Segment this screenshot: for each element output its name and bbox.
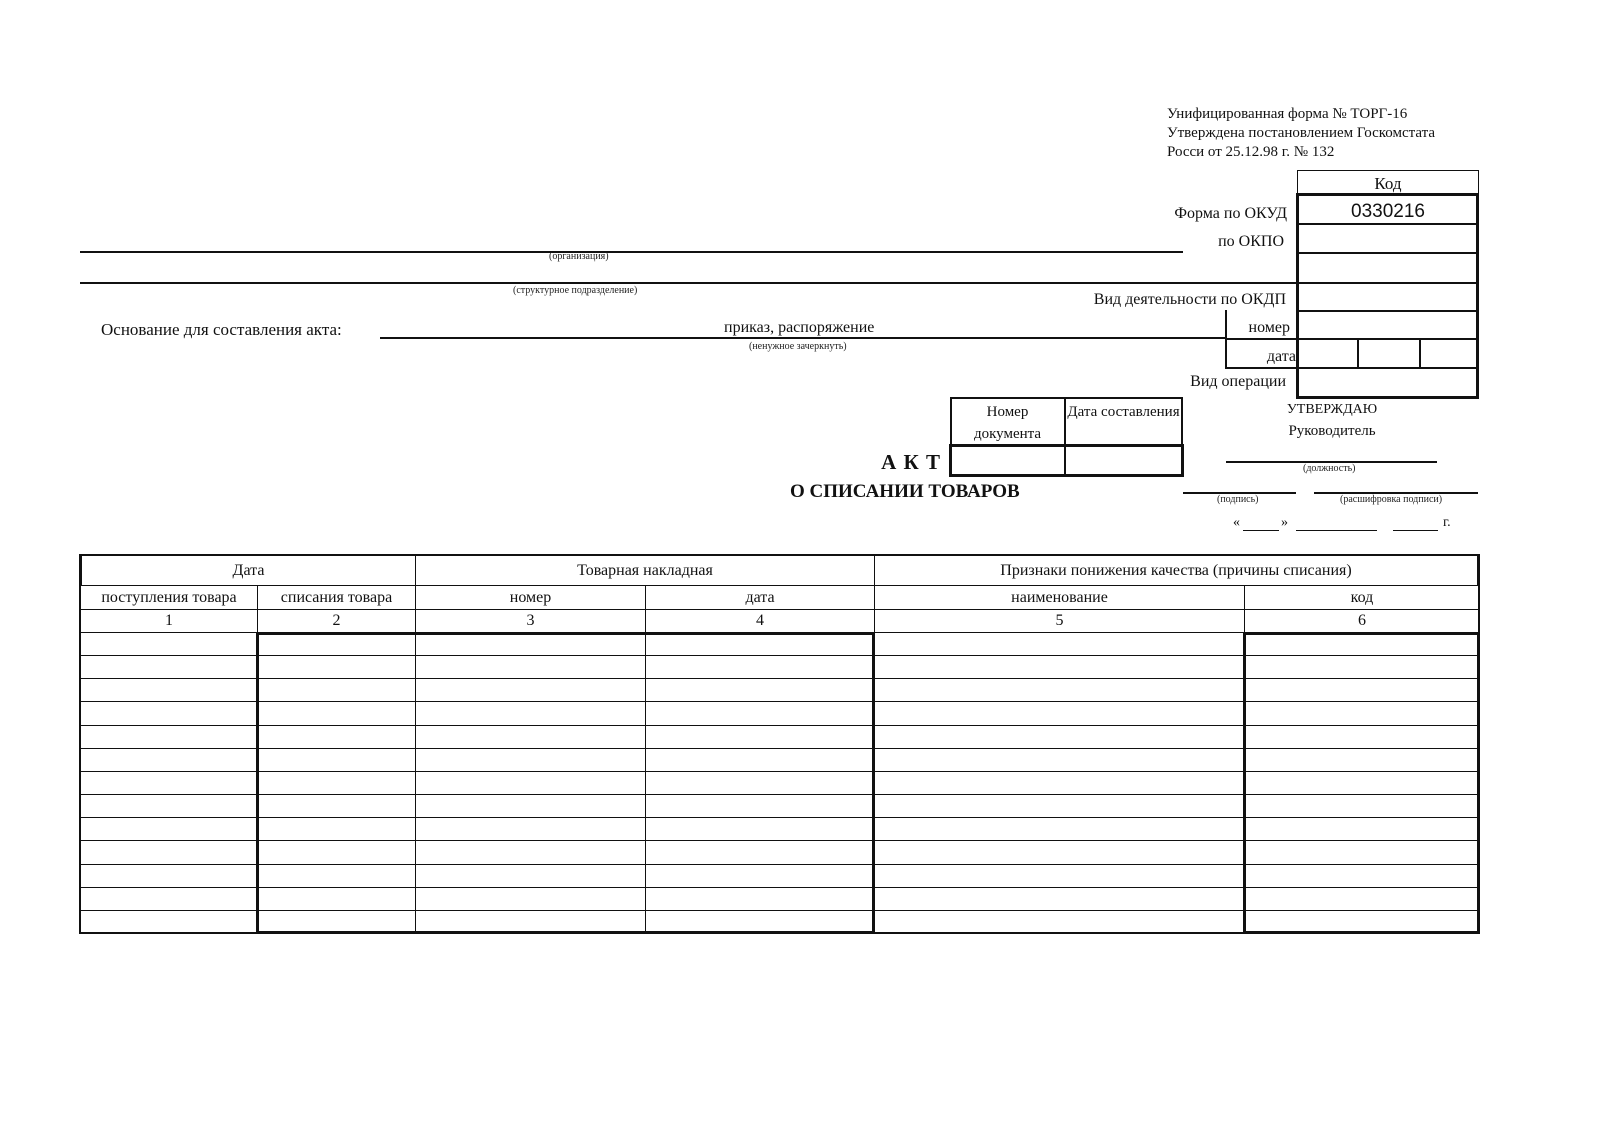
basis-value: приказ, распоряжение xyxy=(724,319,875,336)
year-suffix: г. xyxy=(1443,515,1451,530)
column-number-label: 3 xyxy=(526,612,535,630)
okpo-label: по ОКПО xyxy=(1218,233,1284,250)
doc-number-field[interactable] xyxy=(953,448,1062,473)
okpo-extra-field[interactable] xyxy=(1299,254,1476,281)
doc-date-field[interactable] xyxy=(1067,448,1180,473)
divider xyxy=(1225,310,1227,369)
quote-open: « xyxy=(1233,515,1240,530)
approve-label: УТВЕРЖДАЮ xyxy=(1286,402,1378,417)
group-reasons-label: Признаки понижения качества (причины списания) xyxy=(1000,561,1352,579)
table-cell[interactable] xyxy=(874,655,1245,679)
table-cell[interactable] xyxy=(80,864,258,888)
column-number-label: 1 xyxy=(165,612,173,630)
okpo-field[interactable] xyxy=(1299,225,1476,251)
form-name: Унифицированная форма № ТОРГ-16 xyxy=(1167,106,1408,122)
column-header xyxy=(1244,585,1480,610)
table-cell[interactable] xyxy=(874,748,1245,772)
table-cell[interactable] xyxy=(80,632,258,656)
subdivision-caption: (структурное подразделение) xyxy=(513,285,638,296)
column-number xyxy=(257,609,416,633)
number-label: номер xyxy=(1248,319,1290,336)
column-header xyxy=(257,585,416,610)
table-cell[interactable] xyxy=(80,725,258,749)
act-subtitle: О СПИСАНИИ ТОВАРОВ xyxy=(790,481,1020,502)
table-cell[interactable] xyxy=(874,864,1245,888)
order-date-month-field[interactable] xyxy=(1359,340,1419,366)
table-cell[interactable] xyxy=(874,840,1245,865)
table-cell[interactable] xyxy=(80,794,258,818)
column-header-label: номер xyxy=(509,588,552,606)
basis-caption: (ненужное зачеркнуть) xyxy=(749,341,847,352)
column-number-label: 5 xyxy=(1055,612,1064,630)
table-cell[interactable] xyxy=(874,678,1245,702)
column-number xyxy=(415,609,646,633)
column-header xyxy=(415,585,646,610)
approval-month-line[interactable] xyxy=(1296,530,1377,531)
column-number xyxy=(874,609,1245,633)
form-approval: Утверждена постановлением Госкомстата xyxy=(1167,125,1436,141)
column-header xyxy=(874,585,1245,610)
code-header-cell xyxy=(1297,170,1479,195)
table-cell[interactable] xyxy=(874,701,1245,726)
column-number xyxy=(80,609,258,633)
column-header-label: списания товара xyxy=(280,588,393,606)
okud-value: 0330216 xyxy=(1351,201,1425,222)
operation-label: Вид операции xyxy=(1190,373,1286,390)
quote-close: » xyxy=(1281,515,1288,530)
column-number-label: 6 xyxy=(1358,612,1366,630)
column-header-label: код xyxy=(1350,588,1374,606)
divider xyxy=(1419,339,1421,368)
column-header xyxy=(80,585,258,610)
signature-caption: (подпись) xyxy=(1217,494,1259,505)
table-cell[interactable] xyxy=(874,910,1245,934)
thick-border-block-1 xyxy=(256,632,875,934)
operation-type-field[interactable] xyxy=(1299,369,1476,396)
thick-border-block-2 xyxy=(1243,632,1480,934)
group-invoice-label: Товарная накладная xyxy=(577,561,713,579)
order-date-year-field[interactable] xyxy=(1421,340,1476,366)
basis-label: Основание для составления акта: xyxy=(101,320,342,339)
table-cell[interactable] xyxy=(874,817,1245,841)
order-date-day-field[interactable] xyxy=(1299,340,1357,366)
approval-day-line[interactable] xyxy=(1243,530,1279,531)
table-cell[interactable] xyxy=(80,840,258,865)
table-cell[interactable] xyxy=(80,910,258,934)
position-caption: (должность) xyxy=(1303,463,1356,474)
table-cell[interactable] xyxy=(80,655,258,679)
organization-caption: (организация) xyxy=(549,251,609,262)
table-cell[interactable] xyxy=(80,701,258,726)
table-cell[interactable] xyxy=(874,887,1245,911)
organization-line[interactable] xyxy=(80,251,1183,253)
table-cell[interactable] xyxy=(874,725,1245,749)
group-date-label: Дата xyxy=(232,561,265,579)
column-number-label: 2 xyxy=(332,612,341,630)
group-date-header xyxy=(80,554,416,586)
date-label: дата xyxy=(1266,348,1296,365)
group-reasons-header xyxy=(874,554,1479,586)
approval-year-line[interactable] xyxy=(1393,530,1438,531)
head-label: Руководитель xyxy=(1288,423,1376,439)
table-cell[interactable] xyxy=(80,678,258,702)
table-cell[interactable] xyxy=(80,771,258,795)
table-cell[interactable] xyxy=(80,817,258,841)
column-header xyxy=(645,585,875,610)
column-number xyxy=(1244,609,1480,633)
table-cell[interactable] xyxy=(874,794,1245,818)
decoding-caption: (расшифровка подписи) xyxy=(1340,494,1443,505)
code-header: Код xyxy=(1374,174,1402,193)
column-number-label: 4 xyxy=(756,612,764,630)
divider xyxy=(1357,339,1359,368)
act-title: А К Т xyxy=(881,450,941,474)
doc-number-header: Номер документа xyxy=(973,404,1042,442)
column-header-label: наименование xyxy=(1011,588,1108,606)
okdp-field[interactable] xyxy=(1299,284,1476,309)
column-header-label: поступления товара xyxy=(101,588,237,606)
column-header-label: дата xyxy=(745,588,775,606)
subdivision-line[interactable] xyxy=(80,282,1297,284)
form-approval-date: Росси от 25.12.98 г. № 132 xyxy=(1167,144,1335,160)
basis-line[interactable] xyxy=(380,337,1226,339)
doc-date-header: Дата составления xyxy=(1067,404,1180,420)
table-cell[interactable] xyxy=(874,771,1245,795)
okdp-label: Вид деятельности по ОКДП xyxy=(1093,291,1286,308)
group-invoice-header xyxy=(415,554,875,586)
order-number-field[interactable] xyxy=(1299,312,1476,337)
okud-label: Форма по ОКУД xyxy=(1174,205,1287,222)
table-cell[interactable] xyxy=(80,887,258,911)
table-cell[interactable] xyxy=(80,748,258,772)
column-number xyxy=(645,609,875,633)
table-cell[interactable] xyxy=(874,632,1245,656)
